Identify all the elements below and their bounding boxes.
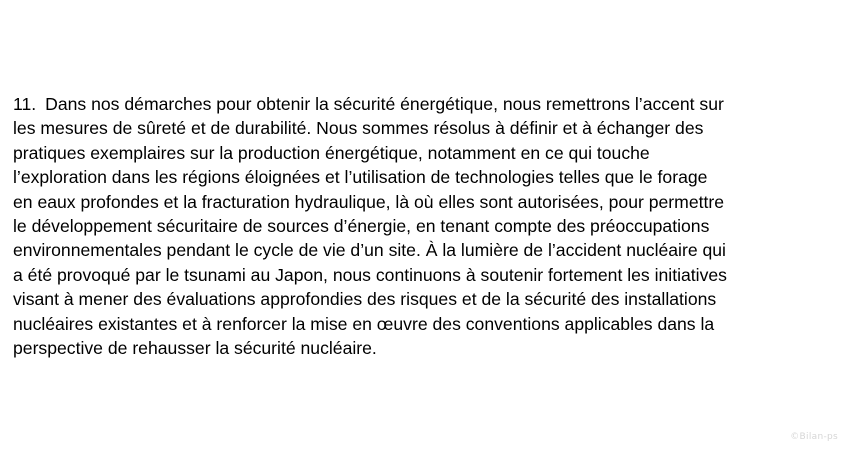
- paragraph-line: visant à mener des évaluations approfondies des risques et de la sécurité des installations: [13, 289, 717, 310]
- paragraph-line: environnementales pendant le cycle de vie d’un site. À la lumière de l’accident nucléaire qui: [13, 240, 726, 261]
- paragraph-line: nucléaires existantes et à renforcer la mise en œuvre des conventions applicables dans la: [13, 313, 715, 334]
- paragraph-number: 11.: [13, 94, 37, 114]
- paragraph-line: les mesures de sûreté et de durabilité. Nous sommes résolus à définir et à échanger des: [13, 118, 704, 139]
- paragraph-line: pratiques exemplaires sur la production énergétique, notamment en ce qui touche: [13, 142, 650, 163]
- paragraph-line: le développement sécuritaire de sources d’énergie, en tenant compte des préoccupations: [13, 215, 710, 236]
- paragraph-line: [13, 92, 843, 116]
- watermark: ©Bilan-ps: [790, 432, 838, 442]
- paragraph-line: perspective de rehausser la sécurité nucléaire.: [13, 337, 377, 358]
- paragraph-line: en eaux profondes et la fracturation hydraulique, là où elles sont autorisées, pour permettre: [13, 191, 725, 212]
- paragraph-line: a été provoqué par le tsunami au Japon, nous continuons à soutenir fortement les initiatives: [13, 264, 727, 285]
- document-paragraph: [13, 92, 843, 360]
- paragraph-line-text: Dans nos démarches pour obtenir la sécurité énergétique, nous remettrons l’accent sur: [45, 94, 724, 114]
- paragraph-line: l’exploration dans les régions éloignées et l’utilisation de technologies telles que le forage: [13, 167, 708, 188]
